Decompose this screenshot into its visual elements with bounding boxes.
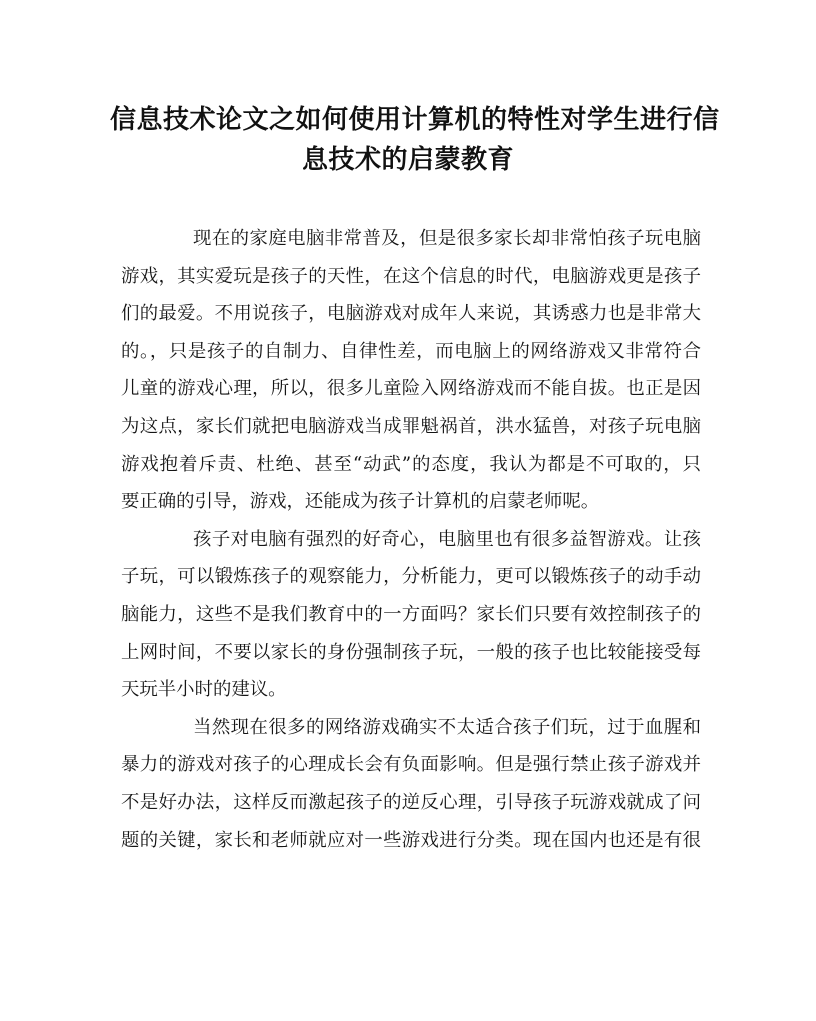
paragraph-line: 天玩半小时的建议。 [121,679,287,701]
paragraph-1 [121,220,701,521]
paragraph-line: 游戏抱着斥责、杜绝、甚至“动武”的态度，我认为都是不可取的，只 [121,453,701,475]
paragraph-line: 上网时间，不要以家长的身份强制孩子玩，一般的孩子也比较能接受每 [121,641,701,663]
paragraph-line: 暴力的游戏对孩子的心理成长会有负面影响。但是强行禁止孩子游戏并 [121,754,701,776]
paragraph-line: 游戏，其实爱玩是孩子的天性，在这个信息的时代，电脑游戏更是孩子 [121,265,701,287]
document-title [110,100,720,180]
paragraph-line: 当然现在很多的网络游戏确实不太适合孩子们玩，过于血腥和 [193,716,701,738]
paragraph-line: 为这点，家长们就把电脑游戏当成罪魁祸首，洪水猛兽，对孩子玩电脑 [121,415,701,437]
paragraph-line: 孩子对电脑有强烈的好奇心，电脑里也有很多益智游戏。让孩 [193,528,701,550]
paragraph-line: 题的关键，家长和老师就应对一些游戏进行分类。现在国内也还是有很 [121,829,701,851]
paragraph-line: 们的最爱。不用说孩子，电脑游戏对成年人来说，其诱惑力也是非常大 [121,303,701,325]
paragraph-line: 的。，只是孩子的自制力、自律性差，而电脑上的网络游戏又非常符合 [121,340,701,362]
title-line: 息技术的启蒙教育 [301,145,514,175]
paragraph-3 [121,709,701,859]
document-body [121,220,701,859]
paragraph-line: 子玩，可以锻炼孩子的观察能力，分析能力，更可以锻炼孩子的动手动 [121,566,701,588]
title-line: 信息技术论文之如何使用计算机的特性对学生进行信 [110,105,720,135]
paragraph-line: 现在的家庭电脑非常普及，但是很多家长却非常怕孩子玩电脑 [193,228,701,249]
paragraph-2 [121,521,701,709]
paragraph-line: 不是好办法，这样反而激起孩子的逆反心理，引导孩子玩游戏就成了问 [121,791,701,813]
paragraph-line: 要正确的引导，游戏，还能成为孩子计算机的启蒙老师呢。 [121,491,600,513]
paragraph-line: 脑能力，这些不是我们教育中的一方面吗？家长们只要有效控制孩子的 [121,603,701,625]
paragraph-line: 儿童的游戏心理，所以，很多儿童险入网络游戏而不能自拔。也正是因 [121,378,701,400]
